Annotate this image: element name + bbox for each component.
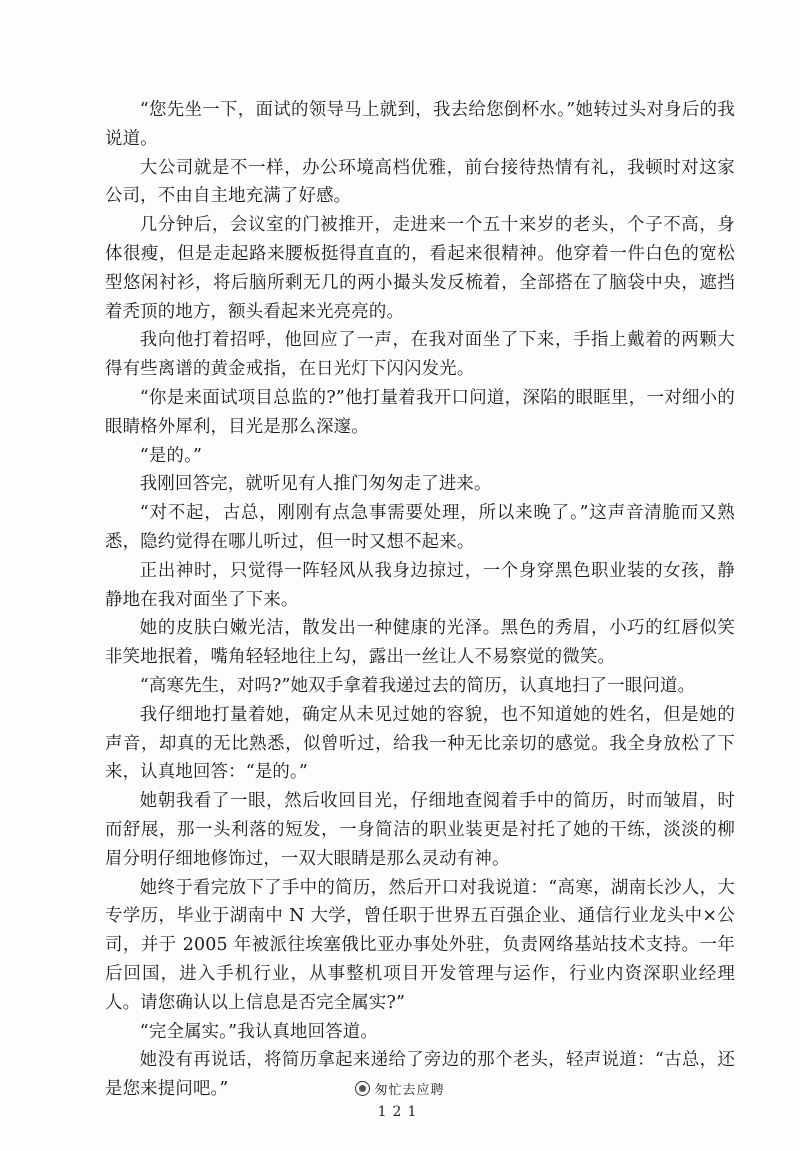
page-number: 121 — [377, 1104, 423, 1120]
paragraph-10: 她的皮肤白嫩光洁，散发出一种健康的光泽。黑色的秀眉，小巧的红唇似笑非笑地抿着，嘴角轻轻地往上勾，露出一丝让人不易察觉的微笑。 — [105, 618, 735, 668]
chapter-emblem-icon — [355, 1081, 370, 1096]
paragraph-13: 她朝我看了一眼，然后收回目光，仔细地查阅着手中的简历，时而皱眉，时而舒展，那一头利落的短发，一身简洁的职业装更是衬托了她的干练，淡淡的柳眉分明仔细地修饰过，一双大眼睛是那么灵动有神。 — [105, 791, 735, 869]
paragraph-15: “完全属实。”我认真地回答道。 — [139, 1021, 378, 1042]
paragraph-5: “你是来面试项目总监的?”他打量着我开口问道，深陷的眼眶里，一对细小的眼睛格外犀利，目光是那么深邃。 — [105, 387, 735, 437]
paragraph-1: “您先坐一下，面试的领导马上就到，我去给您倒杯水。”她转过头对身后的我说道。 — [105, 100, 735, 149]
paragraph-2: 大公司就是不一样，办公环境高档优雅，前台接待热情有礼，我顿时对这家公司，不由自主地充满了好感。 — [105, 157, 735, 207]
body-text — [105, 96, 735, 1104]
paragraph-11: “高寒先生，对吗?”她双手拿着我递过去的简历，认真地扫了一眼问道。 — [139, 675, 696, 696]
paragraph-8: “对不起，古总，刚刚有点急事需要处理，所以来晚了。”这声音清脆而又熟悉，隐约觉得在哪儿听过，但一时又想不起来。 — [105, 503, 735, 552]
paragraph-3: 几分钟后，会议室的门被推开，走进来一个五十来岁的老头，个子不高，身体很瘦，但是走起路来腰板挺得直直的，看起来很精神。他穿着一件白色的宽松型悠闲衬衫，将后脑所剩无几的两小撮头发反梳着，全部搭在了脑袋中央，遮挡着秃顶的地方，额头看起来光亮亮的。 — [105, 215, 735, 322]
paragraph-7: 我刚回答完，就听见有人推门匆匆走了进来。 — [139, 474, 492, 495]
running-footer — [0, 1079, 800, 1098]
paragraph-12: 我仔细地打量着她，确定从未见过她的容貌，也不知道她的姓名，但是她的声音，却真的无比熟悉，似曾听过，给我一种无比亲切的感觉。我全身放松了下来，认真地回答：“是的。” — [105, 704, 735, 783]
paragraph-4: 我向他打着招呼，他回应了一声，在我对面坐了下来，手指上戴着的两颗大得有些离谱的黄金戒指，在日光灯下闪闪发光。 — [105, 330, 735, 380]
paragraph-14: 她终于看完放下了手中的简历，然后开口对我说道：“高寒，湖南长沙人，大专学历，毕业于湖南中 N 大学，曾任职于世界五百强企业、通信行业龙头中×公司，并于 2005 年被派往埃塞俄比亚办事处外驻，负责网络基站技术支持。一年后回国，进入手机行业，从事整机项目开发管理与运作，行业内资深职业经理人。请您确认以上信息是否完全属实?” — [105, 877, 735, 1013]
paragraph-16: 她没有再说话，将简历拿起来递给了旁边的那个老头，轻声说道：“古总，还是您来提问吧。” — [105, 1050, 735, 1100]
paragraph-6: “是的。” — [139, 445, 203, 466]
book-title: 匆忙去应聘 — [374, 1083, 445, 1098]
paragraph-9: 正出神时，只觉得一阵轻风从我身边掠过，一个身穿黑色职业装的女孩，静静地在我对面坐了下来。 — [105, 560, 735, 610]
